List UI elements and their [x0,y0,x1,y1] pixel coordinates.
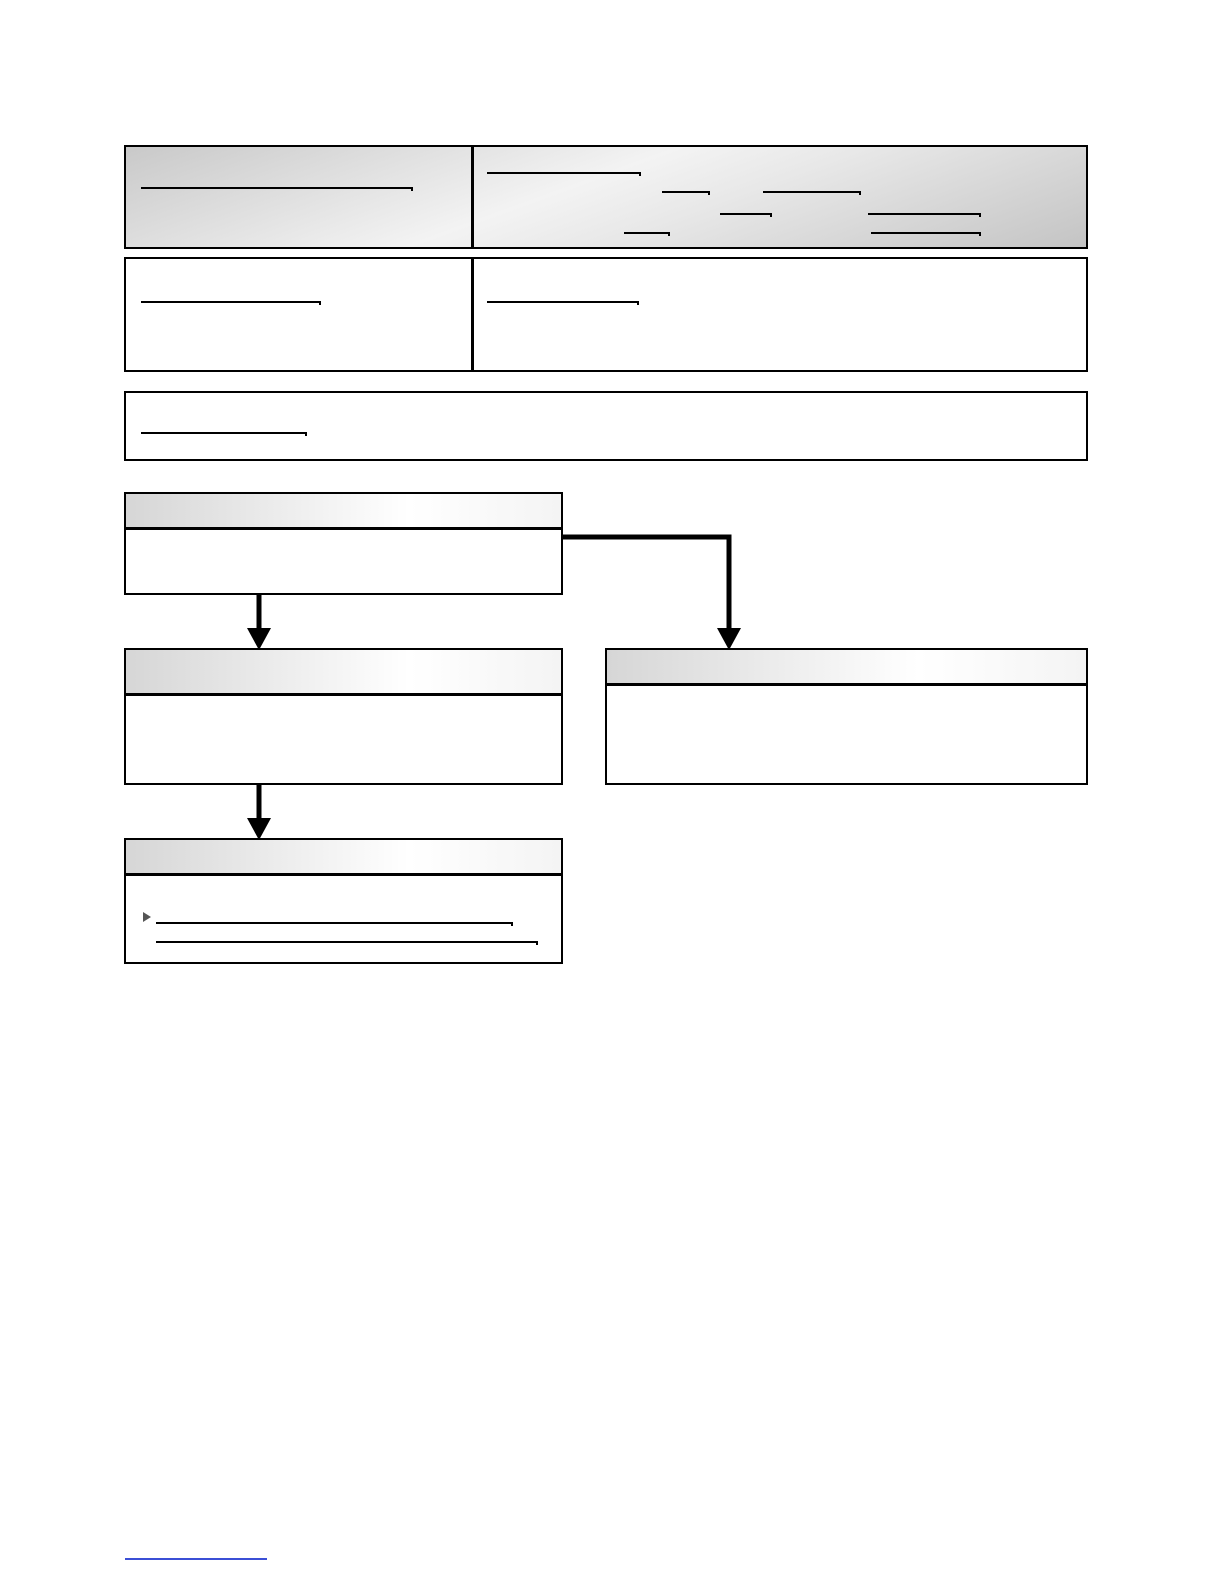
flow-step-4-field-line-1 [156,922,511,924]
bullet-arrow-icon [143,912,151,922]
flow-step-2-header [126,650,561,696]
flow-step-1 [124,492,563,595]
flow-step-3-header [607,650,1086,686]
arrowhead-step3 [717,628,741,650]
flow-step-4-field-line-2 [156,941,536,943]
connector-step1-to-step3 [563,537,729,630]
flow-step-4 [124,838,563,964]
arrowhead-step2 [247,628,271,650]
footer-link-line [125,1558,267,1560]
flow-step-3 [605,648,1088,785]
arrowhead-step4 [247,818,271,840]
flow-step-4-header [126,840,561,876]
flow-step-1-header [126,494,561,530]
flow-step-2 [124,648,563,785]
